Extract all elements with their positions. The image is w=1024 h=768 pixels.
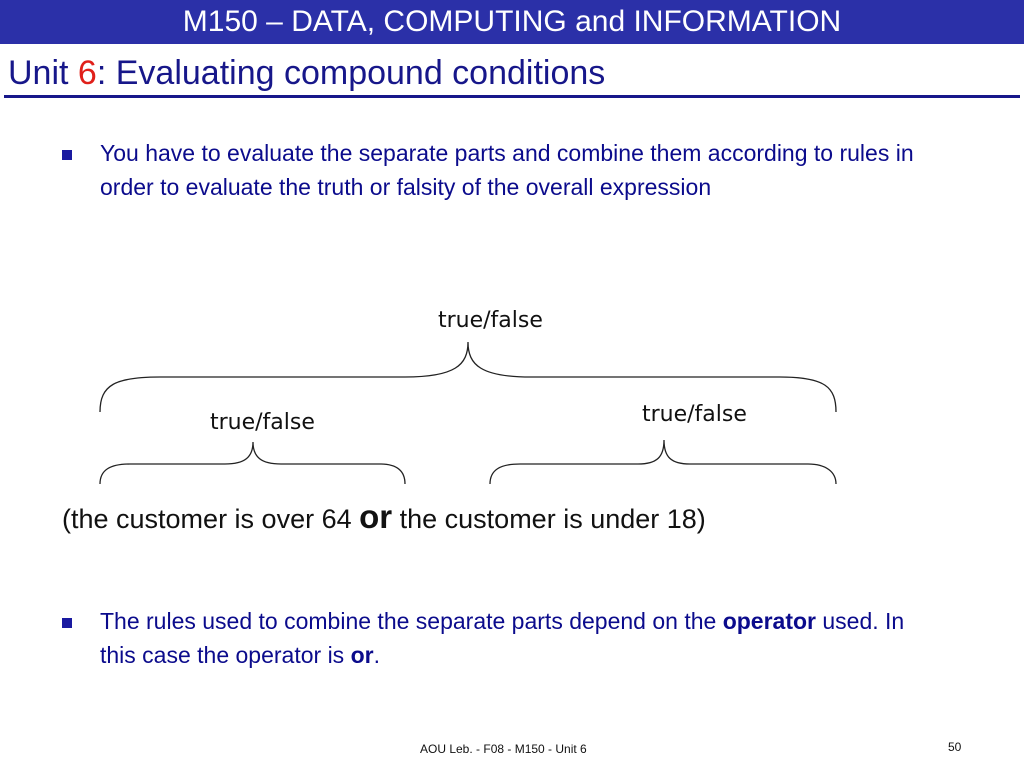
bullet-marker-2 (62, 618, 72, 628)
bullet-2-part-3: . (373, 642, 380, 668)
bullet-text-1: You have to evaluate the separate parts and combine them according to rules in order to evaluate the truth or falsity of the overall expression (100, 140, 914, 200)
unit-number: 6 (77, 54, 97, 92)
course-title: DATA, COMPUTING and INFORMATION (291, 5, 842, 38)
course-prefix: M150 (182, 5, 258, 38)
title-prefix: Unit (8, 54, 78, 92)
bullet-2-part-1: The rules used to combine the separate parts depend on the (100, 608, 723, 634)
page-number: 50 (948, 740, 962, 754)
expression-operator: or (359, 498, 393, 535)
course-dash: – (266, 5, 283, 38)
expression-right-part: the customer is under 18) (392, 504, 706, 534)
expression-left-part: (the customer is over 64 (62, 504, 360, 534)
bullet-2-part-2: used. In this case the operator is (100, 608, 905, 668)
bullet-2-bold-or: or (350, 642, 374, 668)
slide-footer: AOU Leb. - F08 - M150 - Unit 6 (420, 742, 587, 756)
title-suffix: : Evaluating compound conditions (96, 54, 606, 92)
overall-result-label: true/false (438, 308, 543, 333)
left-part-result-label: true/false (210, 410, 315, 435)
right-part-result-label: true/false (642, 402, 747, 427)
left-brace (100, 442, 405, 484)
right-brace (490, 440, 836, 484)
compound-expression (62, 498, 706, 536)
bullet-text-2 (100, 604, 920, 672)
bullet-2-bold-operator: operator (722, 608, 816, 634)
